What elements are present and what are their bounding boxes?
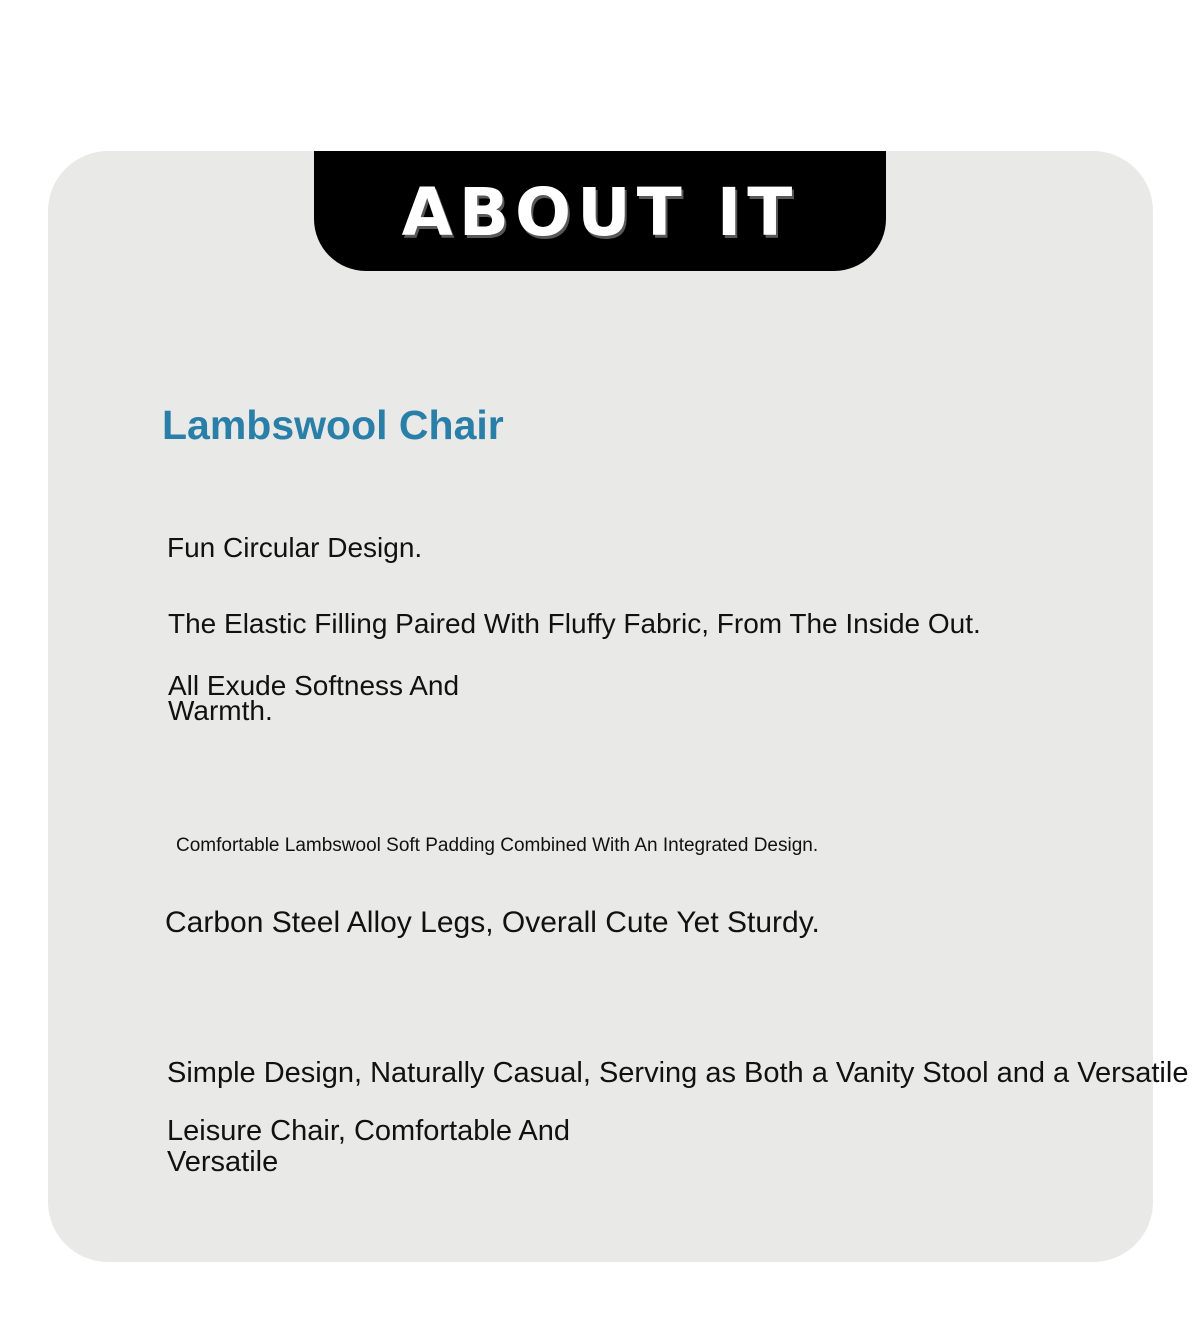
feature-text: Carbon Steel Alloy Legs, Overall Cute Yet Sturdy. (165, 906, 820, 939)
section-title: ABOUT IT (401, 173, 799, 251)
feature-text: Simple Design, Naturally Casual, Serving as Both a Vanity Stool and a Versatile (167, 1057, 1189, 1089)
product-name: Lambswool Chair (162, 402, 504, 448)
feature-text: Comfortable Lambswool Soft Padding Combined With An Integrated Design. (176, 835, 819, 856)
feature-text: Fun Circular Design. (167, 532, 423, 563)
feature-text: Leisure Chair, Comfortable And Versatile (167, 1115, 570, 1178)
feature-text: The Elastic Filling Paired With Fluffy Fabric, From The Inside Out. (168, 608, 981, 639)
feature-text: All Exude Softness And Warmth. (168, 670, 460, 726)
about-header-tab (314, 151, 886, 271)
